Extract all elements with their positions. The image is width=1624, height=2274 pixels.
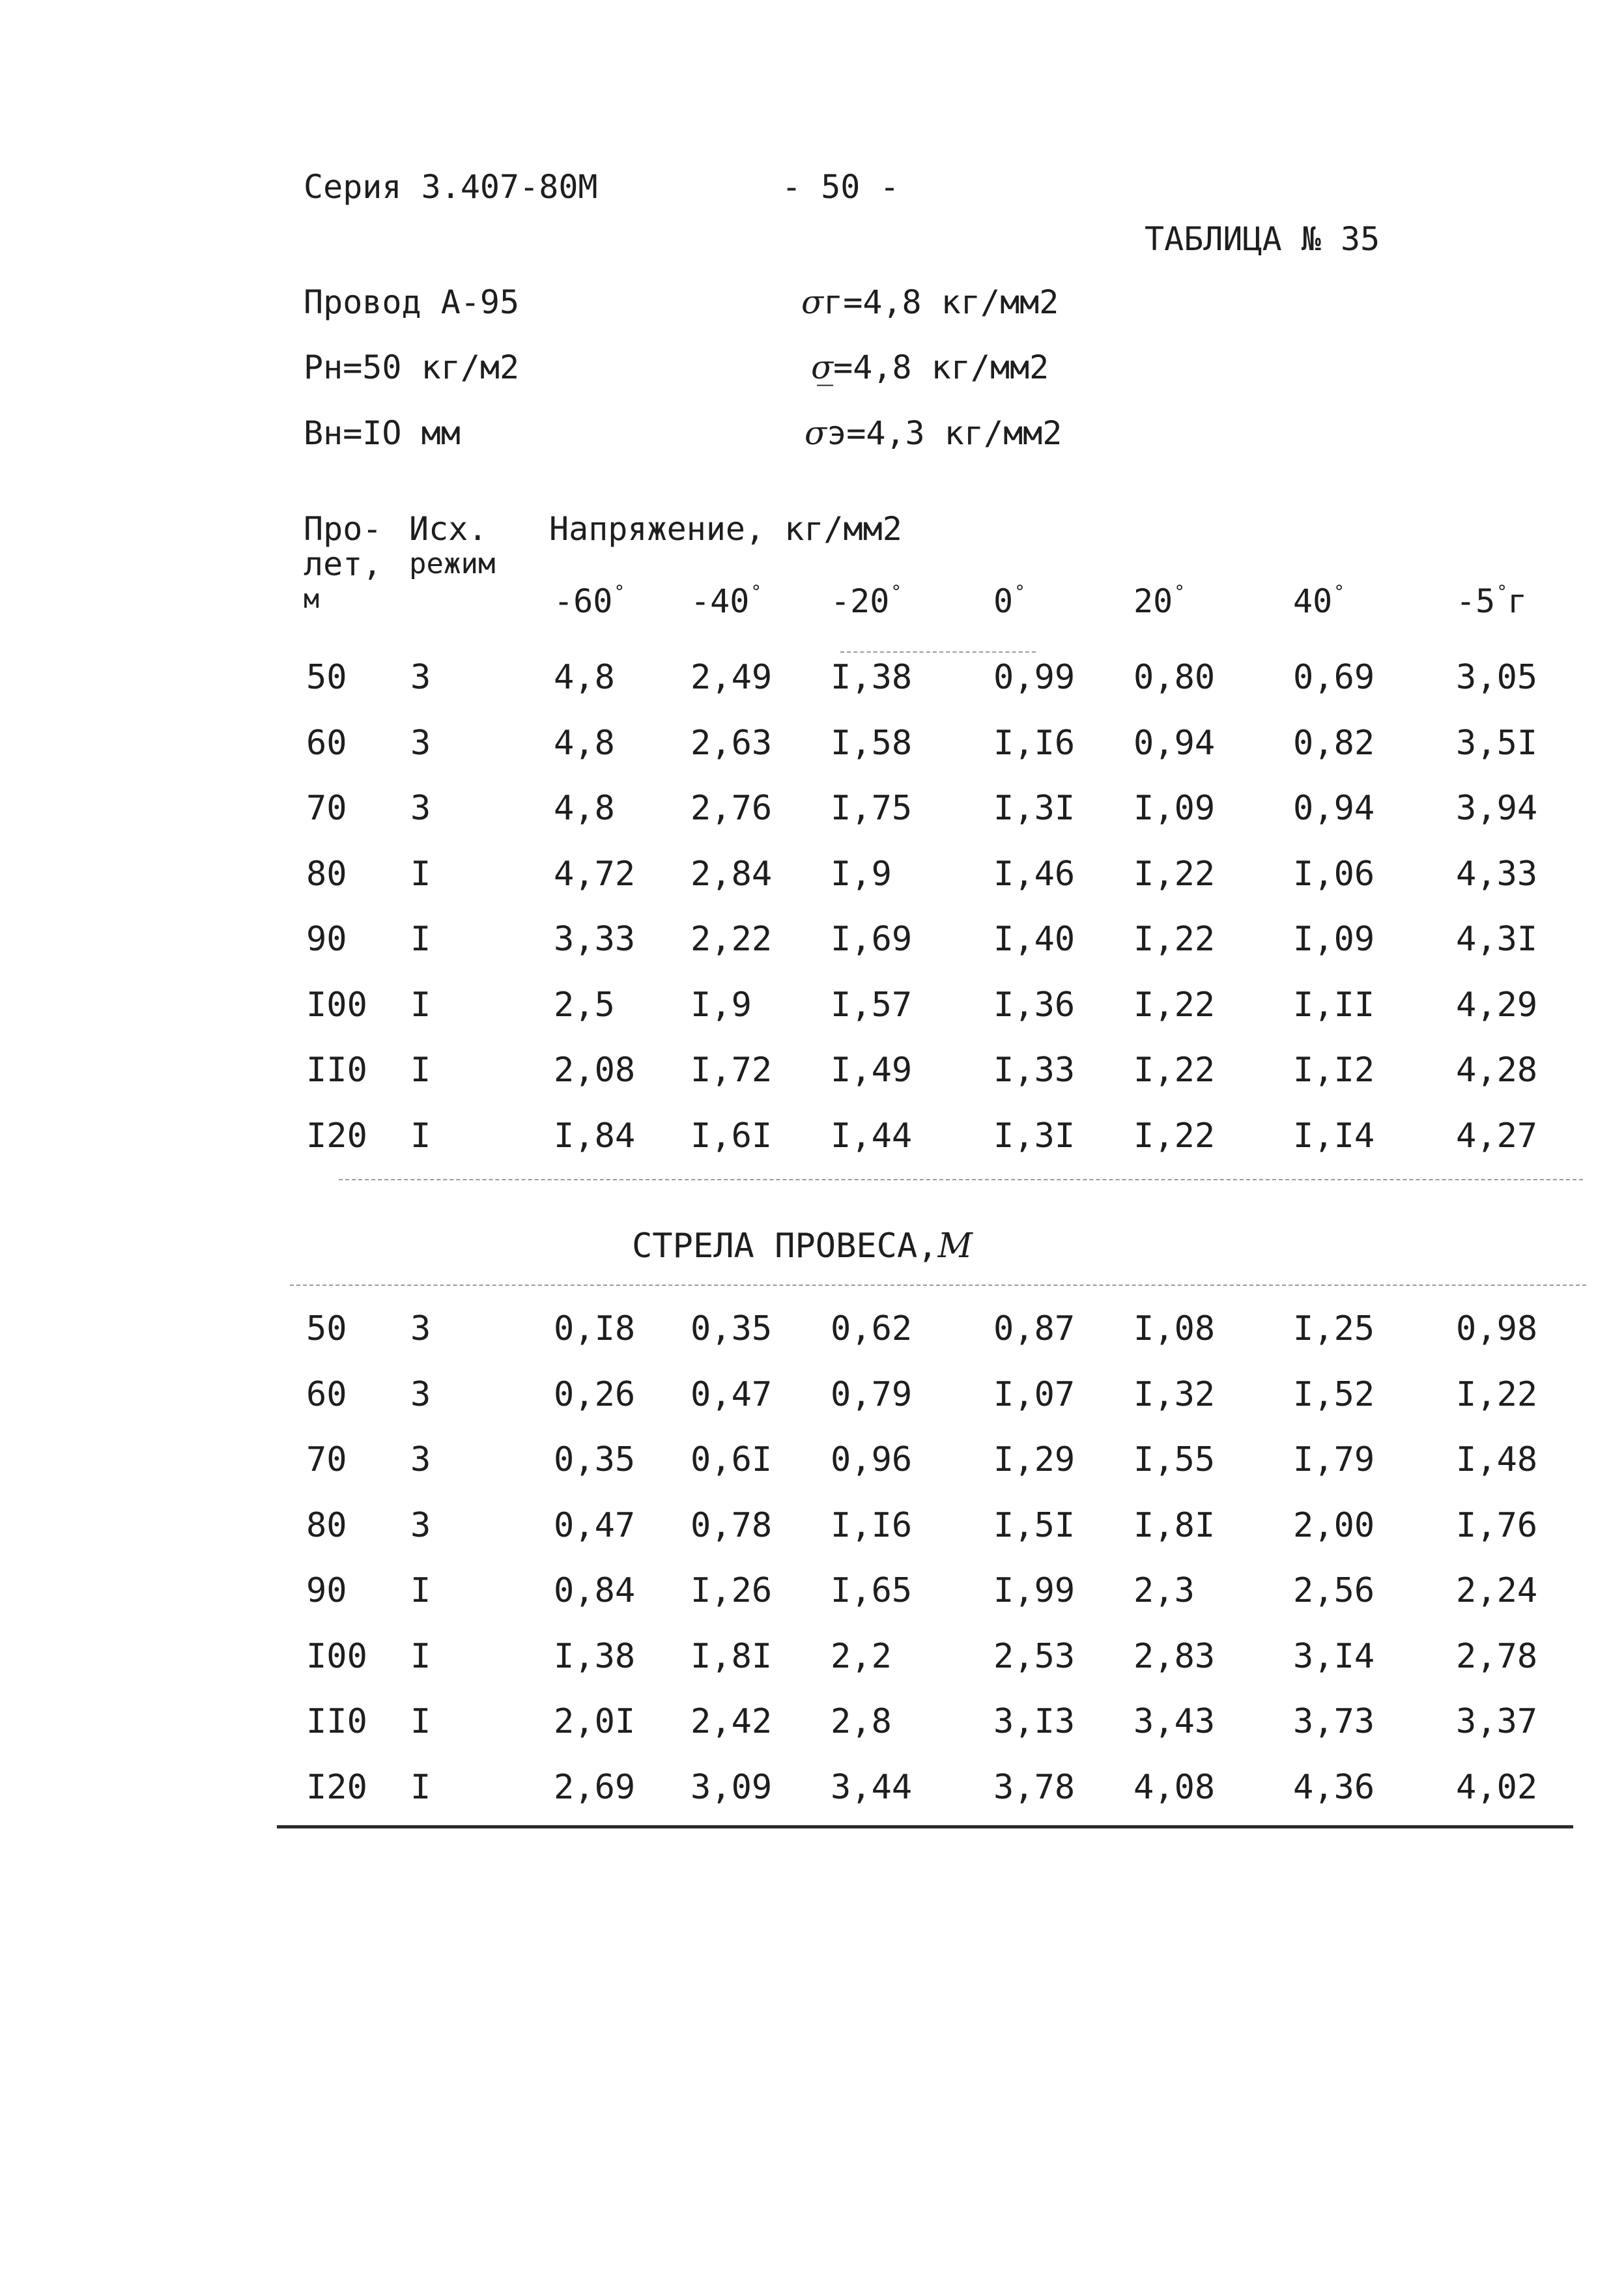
sigma-symbol: σ (801, 283, 824, 321)
value-cell: 4,08 (1133, 1768, 1216, 1807)
value-cell: 0,6I (691, 1440, 773, 1479)
value-cell: I,II (1293, 986, 1375, 1025)
value-cell: 2,83 (1133, 1637, 1216, 1676)
value-cell: I,9 (831, 855, 892, 894)
value-cell: 4,33 (1456, 855, 1538, 894)
mode-header: Исх. режим (409, 510, 496, 580)
value-cell: 3,09 (691, 1768, 773, 1807)
mode-cell: I (410, 1051, 431, 1090)
temp-header: 0° (993, 581, 1025, 620)
span-cell: 90 (306, 1571, 347, 1610)
value-cell: I,46 (993, 855, 1076, 894)
span-cell: 60 (306, 1375, 347, 1414)
value-cell: I,84 (554, 1116, 636, 1156)
value-cell: 4,02 (1456, 1768, 1538, 1807)
value-cell: 2,76 (691, 789, 773, 828)
value-cell: 2,3 (1133, 1571, 1195, 1610)
value-cell: 3,43 (1133, 1702, 1216, 1741)
mode-cell: 3 (410, 789, 431, 828)
value-cell: I,33 (993, 1051, 1076, 1090)
value-cell: 0,96 (831, 1440, 913, 1479)
page-number: - 50 - (782, 168, 900, 206)
value-cell: 3,33 (554, 920, 636, 959)
value-cell: 4,8 (554, 724, 615, 763)
value-cell: I,79 (1293, 1440, 1375, 1479)
sigma-g-value: г=4,8 кг/мм2 (823, 283, 1059, 321)
value-cell: 0,47 (691, 1375, 773, 1414)
table-number: ТАБЛИЦА № 35 (1145, 220, 1380, 258)
value-cell: 0,84 (554, 1571, 636, 1610)
value-cell: 0,98 (1456, 1309, 1538, 1348)
value-cell: I,29 (993, 1440, 1076, 1479)
temp-header: -20° (831, 581, 902, 620)
table-bottom-rule (277, 1825, 1573, 1828)
sigma-symbol: σ (805, 414, 827, 452)
value-cell: 3,I4 (1293, 1637, 1375, 1676)
value-cell: I,I2 (1293, 1051, 1375, 1090)
temp-header: 20° (1133, 581, 1186, 620)
span-cell: II0 (306, 1051, 367, 1090)
span-cell: 50 (306, 1309, 347, 1348)
stress-header: Напряжение, кг/мм2 (549, 510, 902, 548)
mode-cell: I (410, 1768, 431, 1807)
value-cell: I,09 (1293, 920, 1375, 959)
value-cell: 3,05 (1456, 658, 1538, 697)
value-cell: 0,69 (1293, 658, 1375, 697)
value-cell: I,57 (831, 986, 913, 1025)
sigma-e-param (805, 414, 1062, 452)
value-cell: 2,69 (554, 1768, 636, 1807)
value-cell: 3,I3 (993, 1702, 1076, 1741)
value-cell: I,55 (1133, 1440, 1216, 1479)
value-cell: I,44 (831, 1116, 913, 1156)
sigma-minus-param (811, 348, 1049, 386)
value-cell: 2,8 (831, 1702, 892, 1741)
value-cell: 2,78 (1456, 1637, 1538, 1676)
value-cell: 4,36 (1293, 1768, 1375, 1807)
span-header: Про- лет, м (304, 510, 382, 614)
sigma-g-param (801, 283, 1059, 321)
value-cell: I,22 (1133, 855, 1216, 894)
mode-cell: I (410, 855, 431, 894)
value-cell: I,6I (691, 1116, 773, 1156)
value-cell: I,3I (993, 1116, 1076, 1156)
value-cell: I,22 (1133, 1051, 1216, 1090)
value-cell: I,I6 (831, 1506, 913, 1545)
sag-section-title: СТРЕЛА ПРОВЕСА,М (632, 1227, 973, 1266)
value-cell: I,3I (993, 789, 1076, 828)
value-cell: 0,47 (554, 1506, 636, 1545)
value-cell: 2,49 (691, 658, 773, 697)
value-cell: 0,94 (1133, 724, 1216, 763)
temp-header: -60° (554, 581, 625, 620)
mode-cell: I (410, 1571, 431, 1610)
value-cell: I,65 (831, 1571, 913, 1610)
value-cell: 3,73 (1293, 1702, 1375, 1741)
temp-header: 40° (1293, 581, 1345, 620)
value-cell: I,8I (691, 1637, 773, 1676)
sag-section-rule (290, 1285, 1586, 1286)
value-cell: 2,0I (554, 1702, 636, 1741)
value-cell: 0,79 (831, 1375, 913, 1414)
value-cell: I,07 (993, 1375, 1076, 1414)
span-cell: 90 (306, 920, 347, 959)
mode-cell: 3 (410, 724, 431, 763)
span-cell: II0 (306, 1702, 367, 1741)
mode-cell: 3 (410, 1506, 431, 1545)
span-cell: 80 (306, 1506, 347, 1545)
mode-cell: 3 (410, 1309, 431, 1348)
value-cell: I,22 (1456, 1375, 1538, 1414)
temp-header: -5°г (1456, 581, 1528, 620)
span-cell: 70 (306, 789, 347, 828)
value-cell: I,40 (993, 920, 1076, 959)
value-cell: 0,87 (993, 1309, 1076, 1348)
value-cell: I,72 (691, 1051, 773, 1090)
value-cell: I,I4 (1293, 1116, 1375, 1156)
value-cell: 0,94 (1293, 789, 1375, 828)
value-cell: 2,22 (691, 920, 773, 959)
value-cell: 3,94 (1456, 789, 1538, 828)
mode-cell: 3 (410, 1440, 431, 1479)
value-cell: I,06 (1293, 855, 1375, 894)
value-cell: 2,56 (1293, 1571, 1375, 1610)
value-cell: 4,29 (1456, 986, 1538, 1025)
value-cell: I,58 (831, 724, 913, 763)
span-cell: I00 (306, 1637, 367, 1676)
value-cell: I,22 (1133, 920, 1216, 959)
value-cell: I,32 (1133, 1375, 1216, 1414)
value-cell: I,99 (993, 1571, 1076, 1610)
value-cell: 3,37 (1456, 1702, 1538, 1741)
span-cell: I20 (306, 1768, 367, 1807)
value-cell: 4,72 (554, 855, 636, 894)
mode-cell: I (410, 1116, 431, 1156)
value-cell: I,38 (831, 658, 913, 697)
mode-cell: I (410, 920, 431, 959)
value-cell: I,76 (1456, 1506, 1538, 1545)
value-cell: I,49 (831, 1051, 913, 1090)
value-cell: 0,78 (691, 1506, 773, 1545)
value-cell: I,38 (554, 1637, 636, 1676)
value-cell: 3,44 (831, 1768, 913, 1807)
value-cell: I,22 (1133, 986, 1216, 1025)
mode-cell: I (410, 1702, 431, 1741)
value-cell: 0,35 (554, 1440, 636, 1479)
sigma-symbol: σ̲ (811, 348, 834, 386)
value-cell: 2,24 (1456, 1571, 1538, 1610)
mode-cell: 3 (410, 658, 431, 697)
temp-header: -40° (691, 581, 762, 620)
span-cell: 70 (306, 1440, 347, 1479)
value-cell: 0,82 (1293, 724, 1375, 763)
series-label: Серия 3.407-80М (304, 168, 598, 206)
span-cell: 50 (306, 658, 347, 697)
value-cell: I,8I (1133, 1506, 1216, 1545)
value-cell: 2,2 (831, 1637, 892, 1676)
header-dashed-rule (840, 651, 1036, 653)
span-cell: I00 (306, 986, 367, 1025)
value-cell: I,I6 (993, 724, 1076, 763)
span-cell: I20 (306, 1116, 367, 1156)
value-cell: 2,42 (691, 1702, 773, 1741)
value-cell: 4,8 (554, 789, 615, 828)
sigma-e-value: э=4,3 кг/мм2 (827, 414, 1062, 452)
value-cell: I,36 (993, 986, 1076, 1025)
wire-type: Провод А-95 (304, 283, 520, 321)
value-cell: 4,3I (1456, 920, 1538, 959)
value-cell: I,09 (1133, 789, 1216, 828)
ice-thickness: Вн=IO мм (304, 414, 461, 452)
value-cell: 0,99 (993, 658, 1076, 697)
span-cell: 60 (306, 724, 347, 763)
value-cell: 3,5I (1456, 724, 1538, 763)
value-cell: 0,62 (831, 1309, 913, 1348)
value-cell: I,22 (1133, 1116, 1216, 1156)
mode-cell: 3 (410, 1375, 431, 1414)
value-cell: 2,08 (554, 1051, 636, 1090)
value-cell: 2,5 (554, 986, 615, 1025)
value-cell: I,08 (1133, 1309, 1216, 1348)
stress-table-bottom-rule (339, 1179, 1583, 1180)
value-cell: 4,28 (1456, 1051, 1538, 1090)
mode-cell: I (410, 1637, 431, 1676)
span-cell: 80 (306, 855, 347, 894)
value-cell: 0,I8 (554, 1309, 636, 1348)
value-cell: 4,27 (1456, 1116, 1538, 1156)
value-cell: 0,80 (1133, 658, 1216, 697)
mode-cell: I (410, 986, 431, 1025)
value-cell: I,25 (1293, 1309, 1375, 1348)
value-cell: I,9 (691, 986, 752, 1025)
value-cell: I,48 (1456, 1440, 1538, 1479)
value-cell: 3,78 (993, 1768, 1076, 1807)
value-cell: 4,8 (554, 658, 615, 697)
value-cell: 2,00 (1293, 1506, 1375, 1545)
value-cell: 2,84 (691, 855, 773, 894)
value-cell: 0,26 (554, 1375, 636, 1414)
value-cell: I,5I (993, 1506, 1076, 1545)
sigma-minus-value: =4,8 кг/мм2 (833, 348, 1049, 386)
value-cell: I,75 (831, 789, 913, 828)
value-cell: 2,63 (691, 724, 773, 763)
value-cell: 0,35 (691, 1309, 773, 1348)
value-cell: I,52 (1293, 1375, 1375, 1414)
value-cell: I,26 (691, 1571, 773, 1610)
value-cell: 2,53 (993, 1637, 1076, 1676)
value-cell: I,69 (831, 920, 913, 959)
wind-pressure: Рн=50 кг/м2 (304, 348, 520, 386)
